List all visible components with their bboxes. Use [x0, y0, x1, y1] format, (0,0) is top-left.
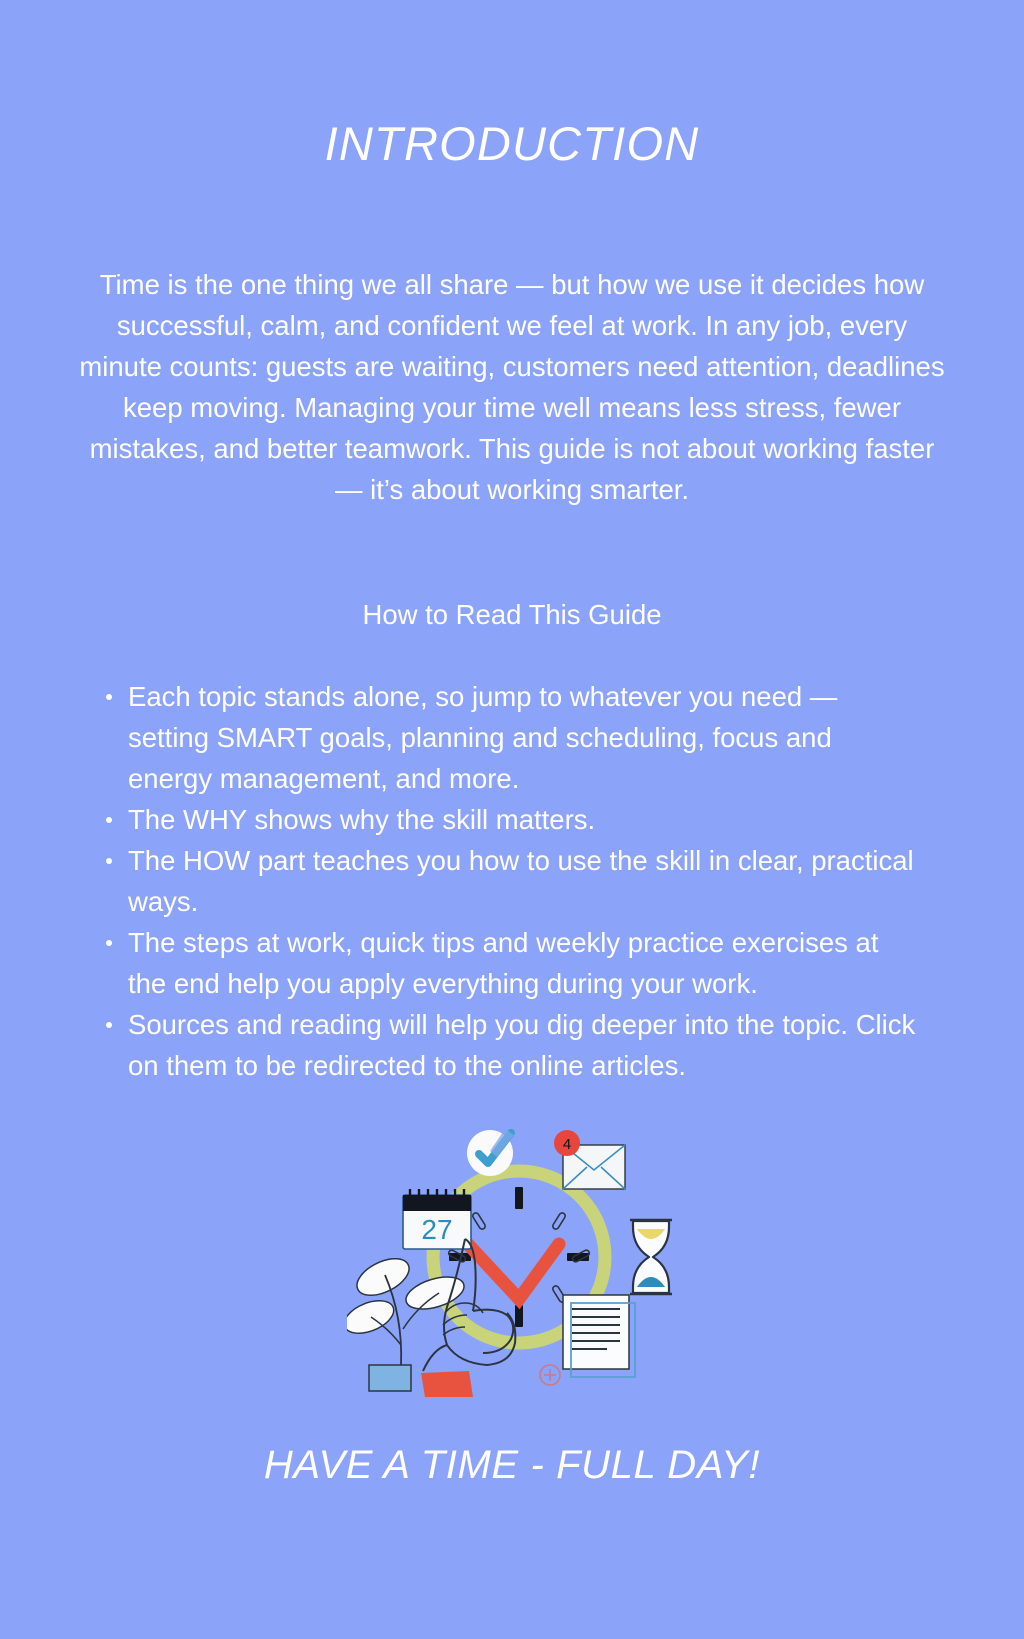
footer-tagline: HAVE A TIME - FULL DAY! [263, 1443, 761, 1487]
calendar-day: 27 [421, 1214, 453, 1245]
list-item: Each topic stands alone, so jump to whatever you need — setting SMART goals, planning and scheduling, focus and energy management, and more. [100, 676, 920, 799]
badge-count: 4 [562, 1136, 572, 1153]
calendar-icon [403, 1189, 471, 1249]
intro-paragraph: Time is the one thing we all share — but how we use it decides how successful, calm, and confident we feel at work. In any job, every minute counts: guests are waiting, customers need attention, deadlines keep moving. Managing your time well means less stress, fewer mistakes, and better teamwork. This guide is not about working faster — it’s about working smarter. [79, 269, 945, 505]
plus-circle-icon [540, 1365, 560, 1385]
list-item: Sources and reading will help you dig deeper into the topic. Click on them to be redirected to the online articles. [100, 1004, 920, 1086]
time-management-illustration [0, 1112, 1024, 1402]
section-subtitle: How to Read This Guide [362, 599, 662, 630]
envelope-icon [554, 1130, 625, 1189]
envelope-badge [554, 1130, 580, 1156]
list-item: The HOW part teaches you how to use the skill in clear, practical ways. [100, 840, 920, 922]
hourglass-icon [630, 1220, 672, 1294]
page-title: INTRODUCTION [324, 117, 700, 170]
plant-icon [347, 1251, 468, 1391]
illustration-svg [347, 1117, 677, 1397]
list-item: The steps at work, quick tips and weekly practice exercises at the end help you apply everything during your work. [100, 922, 920, 1004]
guide-list [100, 676, 920, 1086]
document-icon [563, 1295, 635, 1377]
list-item: The WHY shows why the skill matters. [100, 799, 920, 840]
